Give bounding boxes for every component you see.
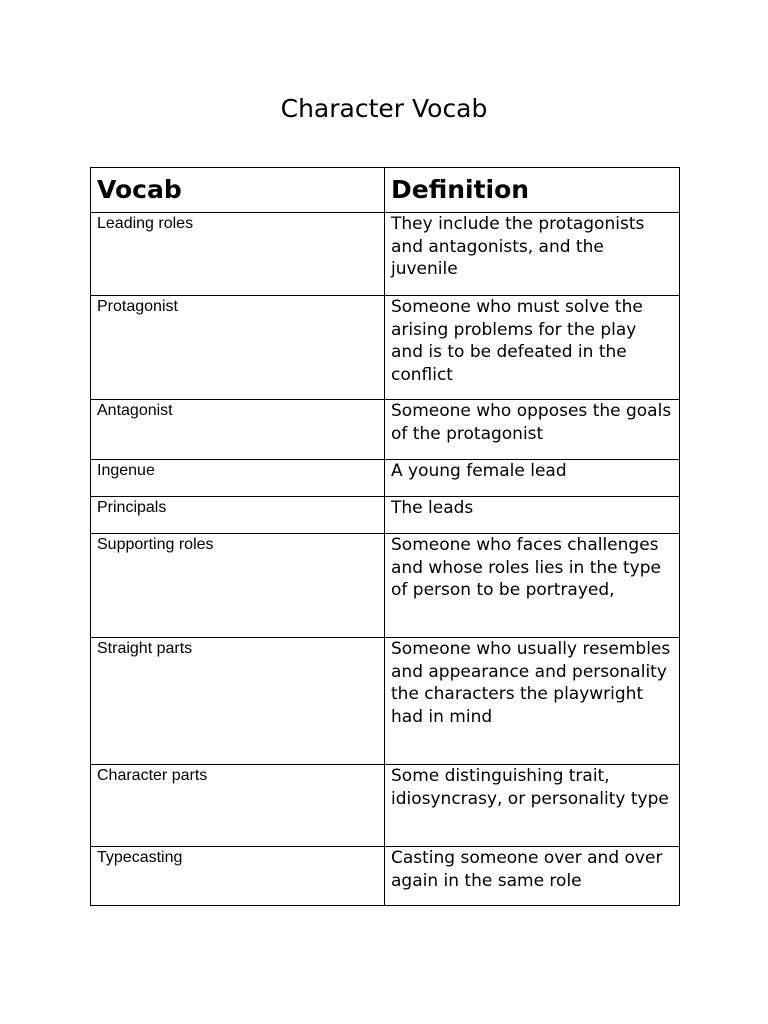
vocab-definition: Casting someone over and over again in the same role <box>385 847 680 906</box>
table-row <box>91 638 680 765</box>
vocab-definition: The leads <box>385 497 680 534</box>
vocab-term: Principals <box>91 497 385 534</box>
table-row <box>91 534 680 638</box>
header-definition: Definition <box>385 168 680 213</box>
table-row <box>91 847 680 906</box>
vocab-term: Straight parts <box>91 638 385 765</box>
vocab-definition: Someone who usually resembles and appearance and personality the characters the playwright had in mind <box>385 638 680 765</box>
header-vocab: Vocab <box>91 168 385 213</box>
vocab-term: Antagonist <box>91 400 385 460</box>
vocab-definition: Someone who opposes the goals of the protagonist <box>385 400 680 460</box>
vocab-definition: Someone who faces challenges and whose roles lies in the type of person to be portrayed, <box>385 534 680 638</box>
vocab-term: Protagonist <box>91 296 385 400</box>
table-row <box>91 400 680 460</box>
table-row <box>91 213 680 296</box>
vocab-definition: Some distinguishing trait, idiosyncrasy, or personality type <box>385 765 680 847</box>
page-title: Character Vocab <box>280 94 488 123</box>
table-row <box>91 460 680 497</box>
vocab-definition: Someone who must solve the arising problems for the play and is to be defeated in the conflict <box>385 296 680 400</box>
vocab-definition: A young female lead <box>385 460 680 497</box>
table-row <box>91 497 680 534</box>
vocab-term: Ingenue <box>91 460 385 497</box>
table-row <box>91 296 680 400</box>
table-row <box>91 765 680 847</box>
vocab-term: Typecasting <box>91 847 385 906</box>
table-header-row <box>91 168 680 213</box>
vocab-term: Character parts <box>91 765 385 847</box>
vocab-term: Supporting roles <box>91 534 385 638</box>
vocab-definition: They include the protagonists and antagonists, and the juvenile <box>385 213 680 296</box>
vocab-table <box>90 167 680 906</box>
vocab-term: Leading roles <box>91 213 385 296</box>
